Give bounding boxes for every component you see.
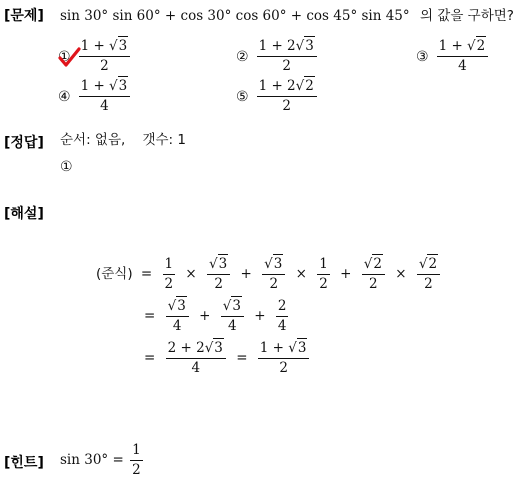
expl-frac: $\frac{√2}{2}$ xyxy=(417,258,440,291)
answer-text: 순서: 없음, 갯수: 1 xyxy=(60,132,186,148)
expl-frac: $\frac{1}{2}$ xyxy=(164,256,174,292)
choice-radicand: 2 xyxy=(305,78,314,94)
choice-radicand: 2 xyxy=(476,38,486,54)
hint-math xyxy=(60,444,145,477)
choice-denominator: 4 xyxy=(100,97,109,114)
choice-fraction: $\frac{1 + 2√3}{2}$ xyxy=(257,40,317,73)
choice-radicand: 3 xyxy=(305,38,314,54)
choice-fraction: $\frac{1 + √3}{4}$ xyxy=(79,80,131,113)
expl-frac: $\frac{√3}{4}$ xyxy=(221,300,244,333)
expl-frac: $\frac{√2}{2}$ xyxy=(362,258,385,291)
expl-frac: $\frac{√3}{2}$ xyxy=(207,258,230,291)
choice-denominator: 4 xyxy=(458,57,467,74)
problem-question-math: sin 30° sin 60° + cos 30° cos 60° + cos 45° sin 45° xyxy=(60,8,410,24)
expl-frac: $\frac{√3}{4}$ xyxy=(166,300,189,333)
choice-2[interactable] xyxy=(236,40,319,73)
choice-radicand: 3 xyxy=(118,38,128,54)
choice-numerator-lead: 1 + xyxy=(80,38,110,54)
hint-label: [힌트] xyxy=(4,455,44,471)
choice-fraction: $\frac{1 + √3}{2}$ xyxy=(79,40,131,73)
choice-5[interactable] xyxy=(236,80,319,113)
expl-frac: $\frac{2}{4}$ xyxy=(277,298,287,334)
hint-lhs: sin 30° = xyxy=(60,452,124,468)
answer-label: [정답] xyxy=(4,135,44,151)
explanation-line-1: (준식) = $\frac{1}{2}$ × $\frac{√3}{2}$ + $\frac{√3}{2}$ × $\frac{1}{2}$ + $\frac{√2}{2}$ × $\frac{√2}{2}$ xyxy=(96,258,442,291)
choice-radicand: 3 xyxy=(118,78,128,94)
explanation-line-3: = $\frac{2 + 2√3}{4}$ = $\frac{1 + √3}{2}$ xyxy=(140,342,311,375)
choice-numerator-lead: 1 + xyxy=(80,78,110,94)
expl-frac: $\frac{1 + √3}{2}$ xyxy=(258,342,310,375)
explanation-label: [해설] xyxy=(4,206,44,222)
choice-denominator: 2 xyxy=(100,57,109,74)
choice-marker: ⑤ xyxy=(236,88,249,105)
expl-frac: $\frac{1}{2}$ xyxy=(319,256,328,292)
answer-choice: ① xyxy=(60,159,73,175)
choice-marker: ① xyxy=(58,48,71,65)
explanation-lead: (준식) xyxy=(96,266,133,282)
choice-4[interactable] xyxy=(58,80,132,113)
problem-question-suffix: 의 값을 구하면? xyxy=(419,8,514,24)
choice-numerator-lead: 1 + 2 xyxy=(258,38,296,54)
choice-denominator: 2 xyxy=(282,57,291,74)
expl-frac: $\frac{√3}{2}$ xyxy=(262,258,285,291)
choice-marker: ② xyxy=(236,48,249,65)
problem-label: [문제] xyxy=(4,8,44,24)
hint-frac: $\frac{1}{2}$ xyxy=(132,442,141,478)
choice-fraction: $\frac{1 + 2√2}{2}$ xyxy=(257,80,317,113)
expl-frac: $\frac{2 + 2√3}{4}$ xyxy=(166,342,226,375)
problem-question xyxy=(60,10,514,24)
choice-marker: ③ xyxy=(416,48,429,65)
choice-marker: ④ xyxy=(58,88,71,105)
choice-3[interactable] xyxy=(416,40,490,73)
choice-fraction: $\frac{1 + √2}{4}$ xyxy=(437,40,489,73)
choice-numerator-lead: 1 + xyxy=(438,38,468,54)
red-checkmark-icon xyxy=(56,44,82,70)
choice-numerator-lead: 1 + 2 xyxy=(258,78,296,94)
explanation-line-2: = $\frac{√3}{4}$ + $\frac{√3}{4}$ + $\frac{2}{4}$ xyxy=(144,298,287,334)
choice-denominator: 2 xyxy=(282,97,291,114)
